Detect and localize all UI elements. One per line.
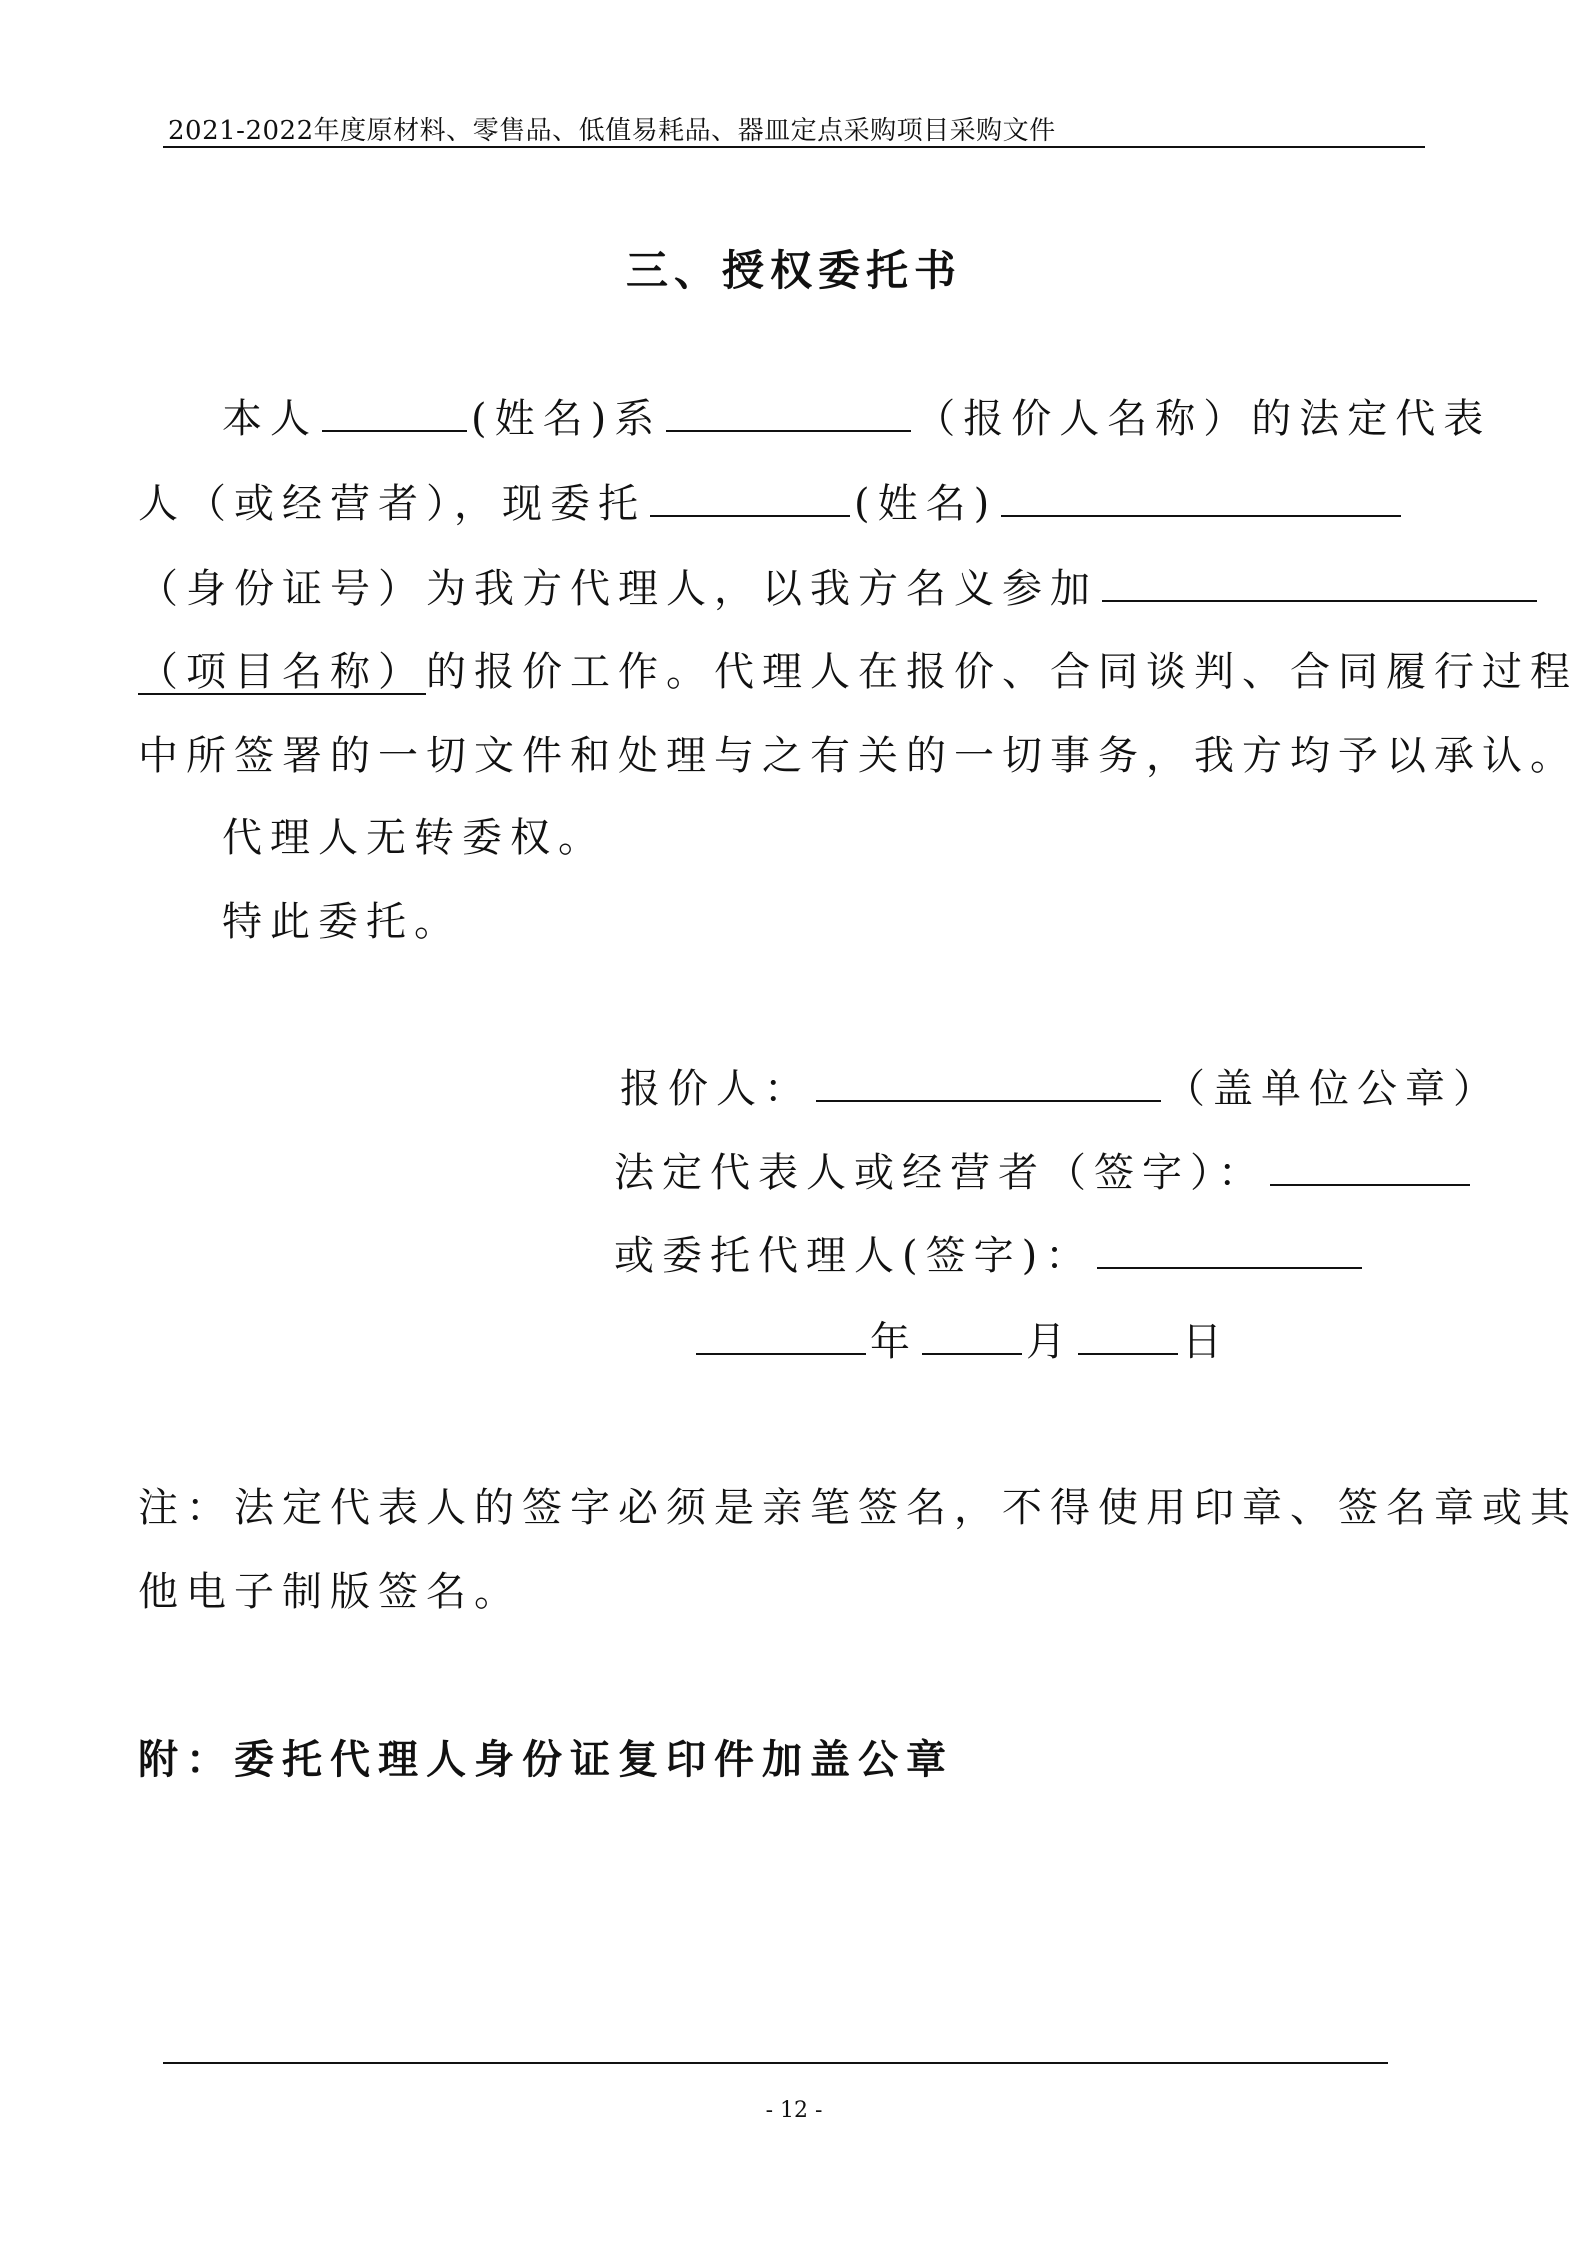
agent-label: 或委托代理人(签字)：: [614, 1233, 1094, 1279]
body-line-6: 代理人无转委权。: [222, 815, 606, 861]
body-line-7: 特此委托。: [222, 899, 462, 945]
body-line-3: [138, 563, 1541, 615]
page-title: 三、授权委托书: [625, 246, 962, 295]
legal-rep-signature-blank[interactable]: [1270, 1148, 1470, 1186]
bidder-signature-line: [620, 1063, 1501, 1115]
seal-note: （盖单位公章）: [1165, 1066, 1501, 1112]
bidder-name-blank[interactable]: [666, 394, 911, 432]
year-label: 年: [870, 1319, 918, 1365]
day-label: 日: [1182, 1319, 1230, 1365]
name-blank[interactable]: [322, 394, 467, 432]
text-legal-rep: （报价人名称）的法定代表: [915, 396, 1492, 442]
text-project-name: （项目名称）: [138, 649, 426, 695]
header-title: 2021-2022年度原材料、零售品、低值易耗品、器皿定点采购项目采购文件: [168, 116, 1056, 146]
day-blank[interactable]: [1078, 1317, 1178, 1355]
text-entrust: 人（或经营者），现委托: [138, 481, 646, 527]
body-line-1: [222, 393, 1491, 445]
body-line-2: [138, 478, 1405, 530]
header-divider: [163, 146, 1425, 148]
agent-signature-line: [614, 1230, 1366, 1282]
legal-rep-signature-line: [614, 1147, 1474, 1199]
legal-rep-label: 法定代表人或经营者（签字）：: [614, 1150, 1266, 1196]
date-line: [692, 1316, 1230, 1368]
text-name-xi: (姓名)系: [471, 396, 663, 442]
note-line-2: 他电子制版签名。: [138, 1569, 522, 1615]
month-label: 月: [1026, 1319, 1074, 1365]
text-bid-work: 的报价工作。代理人在报价、合同谈判、合同履行过程: [426, 649, 1578, 695]
bidder-label: 报价人：: [620, 1066, 812, 1112]
note-line-1: 注：法定代表人的签字必须是亲笔签名，不得使用印章、签名章或其: [138, 1485, 1578, 1531]
page-number: - 12 -: [765, 2098, 823, 2123]
body-line-5: 中所签署的一切文件和处理与之有关的一切事务，我方均予以承认。: [138, 733, 1578, 779]
bidder-signature-blank[interactable]: [816, 1064, 1161, 1102]
text-benren: 本人: [222, 396, 318, 442]
footer-divider: [163, 2062, 1388, 2064]
agent-name-blank[interactable]: [650, 479, 850, 517]
body-line-4: [138, 646, 1578, 698]
id-number-blank[interactable]: [1001, 479, 1401, 517]
agent-signature-blank[interactable]: [1097, 1231, 1362, 1269]
attachment-note: 附：委托代理人身份证复印件加盖公章: [138, 1736, 954, 1783]
month-blank[interactable]: [922, 1317, 1022, 1355]
year-blank[interactable]: [696, 1317, 866, 1355]
text-id-agent: （身份证号）为我方代理人，以我方名义参加: [138, 566, 1098, 612]
text-name-paren: (姓名): [854, 481, 998, 527]
project-name-blank[interactable]: [1102, 564, 1537, 602]
